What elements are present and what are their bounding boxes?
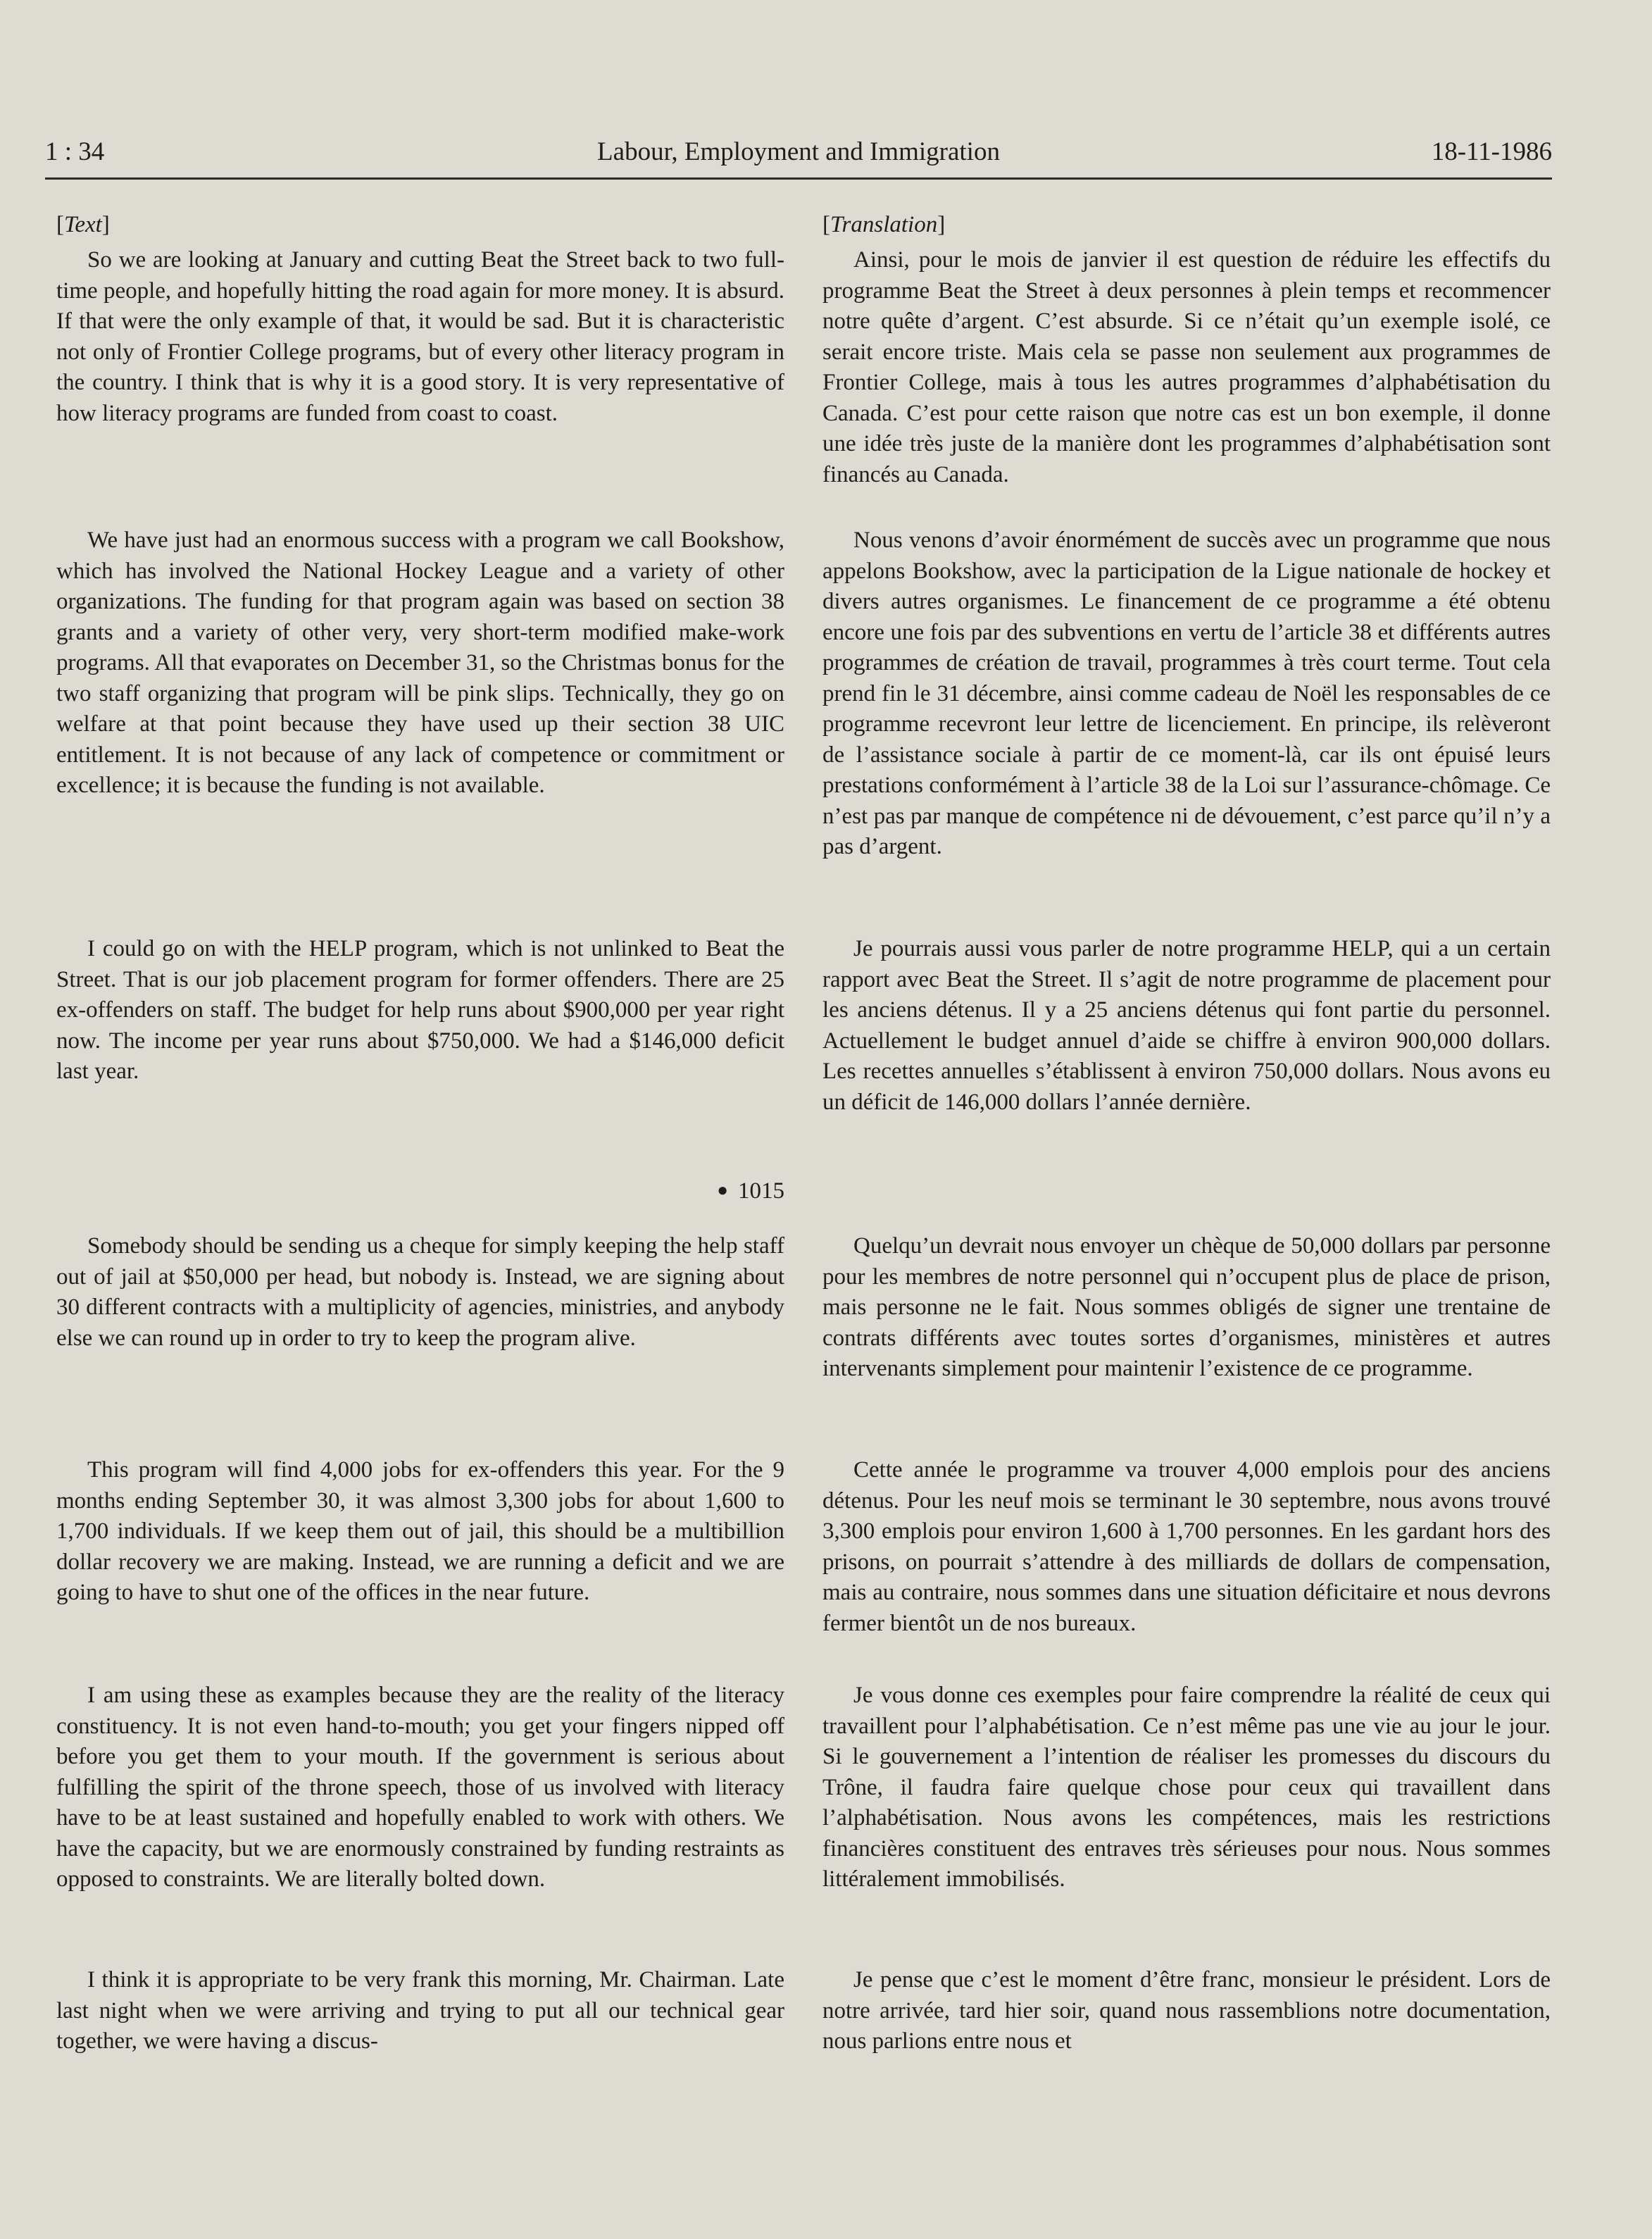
french-paragraph-6: Je vous donne ces exemples pour faire comprendre la réalité de ceux qui travaillent pour l’alphabétisation. Ce n’est même pas une vie au jour le jour. Si le gouvernement a l’intention de réaliser les promesses du discours du Trône, il faudra faire quelque chose pour ceux qui travaillent dans l’alphabétisation. Nous avons les compétences, mais les restrictions financières constituent des entraves très sérieuses pour nous. Nous sommes littéralement immobilisés. [822,1683,1551,1892]
committee-title: Labour, Employment and Immigration [597,137,1000,166]
french-paragraph-1: Ainsi, pour le mois de janvier il est question de réduire les effectifs du programme Beat the Street à deux personnes à plein temps et recommencer notre quête d’argent. C’est absurde. Si ce n’était qu’un exemple isolé, ce serait encore triste. Mais cela se passe non seulement aux programmes de Frontier College, mais à tous les autres programmes d’alphabétisation du Canada. C’est pour cette raison que notre cas est un bon exemple, il donne une idée très juste de la manière dont les programmes d’alphabétisation sont financés au Canada. [822,247,1551,487]
running-header [45,132,1552,180]
timestamp-value: 1015 [738,1178,784,1204]
english-paragraph-3: I could go on with the HELP program, which is not unlinked to Beat the Street. That is our job placement program for former offenders. There are 25 ex-offenders on staff. The budget for help runs about $900,000 per year right now. The income per year runs about $750,000. We had a $146,000 deficit last year. [56,936,784,1084]
french-paragraph-7: Je pense que c’est le moment d’être franc, monsieur le président. Lors de notre arrivée, tard hier soir, quand nous rassemblions notre documentation, nous parlions entre nous et [822,1967,1551,2054]
french-paragraph-2: Nous venons d’avoir énormément de succès avec un programme que nous appelons Bookshow, avec la participation de la Ligue nationale de hockey et divers autres organismes. Le financement de ce programme a été obtenu encore une fois par des subventions en vertu de l’article 38 et différents autres programmes de création de travail, programmes à très court terme. Tout cela prend fin le 31 décembre, ainsi comme cadeau de Noël les responsables de ce programme recevront leur lettre de licenciement. En principe, ils relèveront de l’assistance sociale à partir de ce moment-là, car ils ont épuisé leurs prestations conformément à l’article 38 de la Loi sur l’assurance-chômage. Ce n’est pas par manque de compétence ni de dévouement, c’est parce qu’il n’y a pas d’argent. [822,528,1551,859]
english-paragraph-4: Somebody should be sending us a cheque for simply keeping the help staff out of jail at $50,000 per head, but nobody is. Instead, we are signing about 30 different contracts with a multiplicity of agencies, ministries, and anybody else we can round up in order to try to keep the program alive. [56,1233,784,1351]
text-marker: [Text] [56,212,110,237]
french-paragraph-4: Quelqu’un devrait nous envoyer un chèque de 50,000 dollars par personne pour les membres de notre personnel qui n’occupent plus de place de prison, mais personne ne le fait. Nous sommes obligés de signer une trentaine de contrats différents avec toutes sortes d’organismes, ministères et autres intervenants simplement pour maintenir l’existence de ce programme. [822,1233,1551,1381]
translation-marker: [Translation] [822,212,946,237]
page-number: 1 : 34 [45,137,105,166]
french-paragraph-5: Cette année le programme va trouver 4,000 emplois pour des anciens détenus. Pour les neuf mois se terminant le 30 septembre, nous avons trouvé 3,300 emplois pour environ 1,600 à 1,700 personnes. En les gardant hors des prisons, on pourrait s’attendre à des milliards de dollars de compensation, mais au contraire, nous sommes dans une situation déficitaire et nous devrons fermer bientôt un de nos bureaux. [822,1457,1551,1636]
french-paragraph-3: Je pourrais aussi vous parler de notre programme HELP, qui a un certain rapport avec Beat the Street. Il s’agit de notre programme de placement pour les anciens détenus. Il y a 25 anciens détenus qui font partie du personnel. Actuellement le budget annuel d’aide se chiffre à environ 900,000 dollars. Les recettes annuelles s’établissent à environ 750,000 dollars. Nous avons eu un déficit de 146,000 dollars l’année dernière. [822,936,1551,1115]
english-paragraph-6: I am using these as examples because they are the reality of the literacy constituency. It is not even hand-to-mouth; you get your fingers nipped off before you get them to your mouth. If the government is serious about fulfilling the spirit of the throne speech, those of us involved with literacy have to be at least sustained and hopefully enabled to work with others. We have the capacity, but we are enormously constrained by funding restraints as opposed to constraints. We are literally bolted down. [56,1683,784,1892]
bullet-icon: ● [717,1180,728,1200]
english-paragraph-2: We have just had an enormous success with a program we call Bookshow, which has involved the National Hockey League and a variety of other organizations. The funding for that program again was based on section 38 grants and a variety of other very, very short-term modified make-work programs. All that evaporates on December 31, so the Christmas bonus for the two staff organizing that program will be pink slips. Technically, they go on welfare at that point because they have used up their section 38 UIC entitlement. It is not because of any lack of competence or commitment or excellence; it is because the funding is not available. [56,528,784,798]
english-paragraph-7: I think it is appropriate to be very frank this morning, Mr. Chairman. Late last night when we were arriving and trying to put all our technical gear together, we were having a discus- [56,1967,784,2054]
sitting-date: 18-11-1986 [1431,137,1552,166]
timestamp [56,1175,784,1207]
english-paragraph-1: So we are looking at January and cutting Beat the Street back to two full-time people, and hopefully hitting the road again for more money. It is absurd. If that were the only example of that, it would be sad. But it is characteristic not only of Frontier College programs, but of every other literacy program in the country. I think that is why it is a good story. It is very representative of how literacy programs are funded from coast to coast. [56,247,784,426]
english-paragraph-5: This program will find 4,000 jobs for ex-offenders this year. For the 9 months ending September 30, it was almost 3,300 jobs for about 1,600 to 1,700 individuals. If we keep them out of jail, this should be a multibillion dollar recovery we are making. Instead, we are running a deficit and we are going to have to shut one of the offices in the near future. [56,1457,784,1605]
